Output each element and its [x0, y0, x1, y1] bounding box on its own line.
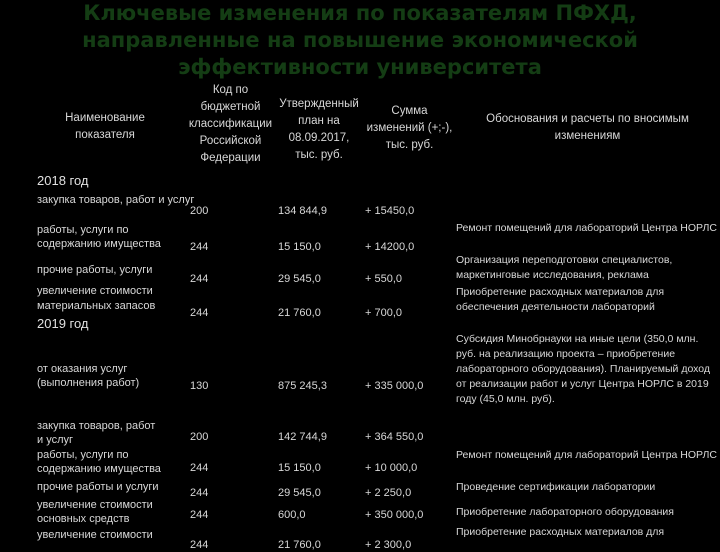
approved-plan: 21 760,0 [278, 539, 321, 551]
budget-code: 244 [190, 509, 209, 521]
justification-text: Приобретение лабораторного оборудования [456, 506, 674, 518]
change-amount: + 364 550,0 [365, 431, 424, 443]
indicator-name: материальных запасов [37, 300, 156, 312]
approved-plan: 600,0 [278, 509, 306, 521]
indicator-name: (выполнения работ) [37, 377, 140, 389]
approved-plan: 142 744,9 [278, 431, 327, 443]
budget-code: 244 [190, 539, 209, 551]
budget-code: 244 [190, 307, 209, 319]
budget-code: 244 [190, 462, 209, 474]
budget-code: 200 [190, 431, 209, 443]
change-amount: + 15450,0 [365, 205, 415, 217]
header-code: Код по бюджетной классификации Российской Федерации [188, 84, 273, 164]
indicator-name: и услуг [37, 434, 74, 446]
indicator-name: закупка товаров, работ [37, 420, 156, 432]
title-line-3: эффективности университета [178, 55, 542, 79]
budget-code: 244 [190, 273, 209, 285]
slide-title [0, 0, 720, 81]
justification-text: Приобретение расходных материалов для [456, 526, 665, 538]
approved-plan: 29 545,0 [278, 487, 321, 499]
indicator-name: увеличение стоимости [37, 529, 153, 541]
indicator-name: работы, услуги по [37, 449, 129, 461]
approved-plan: 875 245,3 [278, 380, 327, 392]
indicator-name: содержанию имущества [37, 463, 161, 475]
header-plan: Утвержденный план на 08.09.2017, тыс. руб. [279, 98, 359, 161]
approved-plan: 15 150,0 [278, 462, 321, 474]
change-amount: + 350 000,0 [365, 509, 424, 521]
indicator-name: увеличение стоимости [37, 285, 153, 297]
indicator-name: от оказания услуг [37, 363, 128, 375]
header-change: Сумма изменений (+;-), тыс. руб. [366, 105, 453, 151]
budget-code: 130 [190, 380, 209, 392]
justification-text: Проведение сертификации лаборатории [456, 481, 656, 493]
header-name: Наименование показателя [65, 112, 145, 141]
indicator-name: увеличение стоимости [37, 499, 153, 511]
justification-text: Ремонт помещений для лабораторий Центра НОРЛС [456, 449, 717, 461]
indicator-name: содержанию имущества [37, 238, 161, 250]
change-amount: + 700,0 [365, 307, 403, 319]
budget-code: 244 [190, 241, 209, 253]
header-justification: Обоснования и расчеты по вносимым изменениям [486, 113, 689, 142]
indicator-name: работы, услуги по [37, 224, 129, 236]
justification-text: Организация переподготовки специалистов, маркетинговые исследования, реклама [456, 254, 673, 281]
change-amount: + 2 250,0 [365, 487, 412, 499]
change-amount: + 14200,0 [365, 241, 415, 253]
approved-plan: 15 150,0 [278, 241, 321, 253]
indicator-name: прочие работы, услуги [37, 264, 153, 276]
change-amount: + 335 000,0 [365, 380, 424, 392]
indicator-name: закупка товаров, работ и услуг [37, 194, 195, 206]
title-line-1: Ключевые изменения по показателям ПФХД, [83, 1, 637, 25]
change-amount: + 550,0 [365, 273, 403, 285]
approved-plan: 134 844,9 [278, 205, 327, 217]
year-2018: 2018 год [37, 173, 89, 188]
justification-text: Ремонт помещений для лабораторий Центра НОРЛС [456, 222, 717, 234]
budget-code: 244 [190, 487, 209, 499]
year-2019: 2019 год [37, 316, 89, 331]
approved-plan: 29 545,0 [278, 273, 321, 285]
approved-plan: 21 760,0 [278, 307, 321, 319]
indicator-name: прочие работы и услуги [37, 481, 159, 493]
justification-text: Субсидия Минобрнауки на иные цели (350,0 млн. руб. на реализацию проекта – приобретение лабораторного оборудования). Планируемый доход от реализации работ и услуг Центра НОРЛС в 2019 году (45,0 млн. руб). [456, 333, 711, 405]
title-line-2: направленные на повышение экономической [82, 28, 638, 52]
budget-code: 200 [190, 205, 209, 217]
indicator-name: основных средств [37, 513, 130, 525]
change-amount: + 2 300,0 [365, 539, 412, 551]
justification-text: Приобретение расходных материалов для обеспечения деятельности лабораторий [456, 286, 665, 313]
change-amount: + 10 000,0 [365, 462, 418, 474]
